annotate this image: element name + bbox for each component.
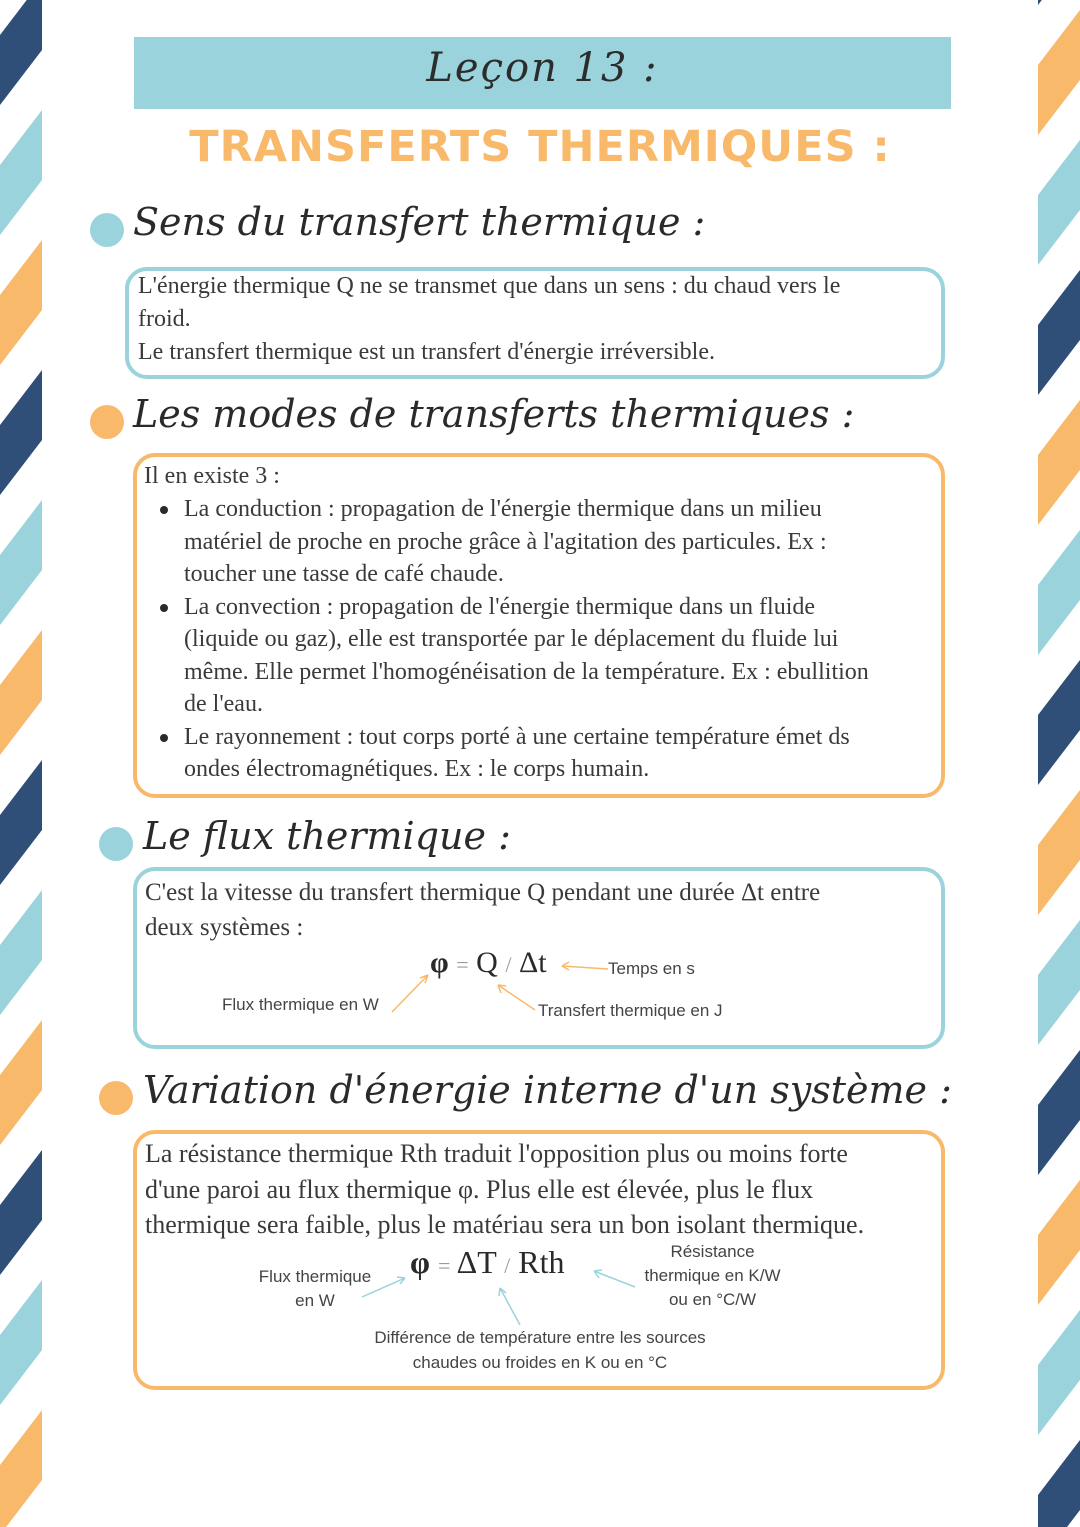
note-delta-t: Différence de température entre les sources chaudes ou froides en K ou en °C <box>374 1328 706 1372</box>
right-stripes <box>1038 0 1080 1527</box>
stripe <box>0 240 42 365</box>
formula-flux: φ = Q / Δt <box>430 946 547 979</box>
section-bullet-orange <box>90 405 124 439</box>
stripe <box>1038 1050 1080 1175</box>
section-bullet-orange <box>99 1081 133 1115</box>
text-modes-intro: Il en existe 3 : <box>144 463 280 489</box>
text-variation <box>145 1136 864 1243</box>
formula-resistance: φ = ΔT / Rth <box>410 1244 565 1280</box>
stripe <box>1038 530 1080 655</box>
text-line: La résistance thermique Rth traduit l'opposition plus ou moins forte <box>145 1139 848 1168</box>
left-stripe-border <box>0 0 42 1527</box>
stripe <box>0 760 42 885</box>
stripe <box>1038 790 1080 915</box>
stripe <box>1038 1180 1080 1305</box>
modes-list <box>144 493 939 786</box>
stripe <box>0 1020 42 1145</box>
note-transfer-j: Transfert thermique en J <box>538 1001 723 1020</box>
stripe <box>1038 1440 1080 1527</box>
stripe <box>0 500 42 625</box>
list-item-rayonnement: Le rayonnement : tout corps porté à une certaine température émet ds ondes électromagnétiques. Ex : le corps humain. <box>144 721 939 786</box>
list-item-conduction: La conduction : propagation de l'énergie thermique dans un milieu matériel de proche en proche grâce à l'agitation des particules. Ex : toucher une tasse de café chaude. <box>144 493 939 591</box>
section-bullet-blue <box>99 827 133 861</box>
text-flux <box>145 875 820 945</box>
note-flux-w-2: Flux thermique en W <box>258 1267 372 1310</box>
stripe <box>0 630 42 755</box>
text-line: deux systèmes : <box>145 914 304 941</box>
text-line: thermique sera faible, plus le matériau sera un bon isolant thermique. <box>145 1210 865 1239</box>
section-heading-modes: Les modes de transferts thermiques : <box>133 392 855 436</box>
text-line: C'est la vitesse du transfert thermique Q pendant une durée Δt entre <box>145 879 821 906</box>
section-heading-sens: Sens du transfert thermique : <box>133 200 706 244</box>
text-line: Le transfert thermique est un transfert d'énergie irréversible. <box>138 339 715 365</box>
bullet-dot <box>160 734 168 742</box>
stripe <box>0 370 42 495</box>
stripe <box>0 890 42 1015</box>
left-stripes <box>0 0 42 1527</box>
note-time: Temps en s <box>608 959 695 978</box>
stripe <box>0 1280 42 1405</box>
text-line: d'une paroi au flux thermique φ. Plus elle est élevée, plus le flux <box>145 1174 814 1204</box>
text-line: L'énergie thermique Q ne se transmet que dans un sens : du chaud vers le <box>138 273 841 299</box>
text-sens <box>138 270 840 369</box>
stripe <box>1038 1310 1080 1435</box>
lesson-number: Leçon 13 : <box>426 45 659 91</box>
bullet-dot <box>160 506 168 514</box>
note-resistance: Résistance thermique en K/W ou en °C/W <box>644 1242 781 1309</box>
stripe <box>0 0 42 105</box>
stripe <box>1038 270 1080 395</box>
lesson-banner <box>134 37 951 109</box>
right-stripe-border <box>1038 0 1080 1527</box>
section-heading-variation: Variation d'énergie interne d'un système : <box>143 1068 952 1112</box>
text-line: froid. <box>138 306 191 332</box>
stripe <box>0 1410 42 1527</box>
page-title: TRANSFERTS THERMIQUES : <box>189 122 891 172</box>
stripe <box>1038 10 1080 135</box>
list-item-convection: La convection : propagation de l'énergie thermique dans un fluide (liquide ou gaz), elle est transportée par le déplacement du fluide lui même. Elle permet l'homogénéisation de la température. Ex : ebullition de l'eau. <box>144 591 939 721</box>
section-bullet-blue <box>90 213 124 247</box>
stripe <box>1038 920 1080 1045</box>
stripe <box>1038 0 1080 5</box>
stripe <box>1038 400 1080 525</box>
stripe <box>1038 660 1080 785</box>
bullet-dot <box>160 604 168 612</box>
stripe <box>0 1150 42 1275</box>
section-heading-flux: Le flux thermique : <box>143 814 511 858</box>
note-flux-w: Flux thermique en W <box>222 995 379 1014</box>
